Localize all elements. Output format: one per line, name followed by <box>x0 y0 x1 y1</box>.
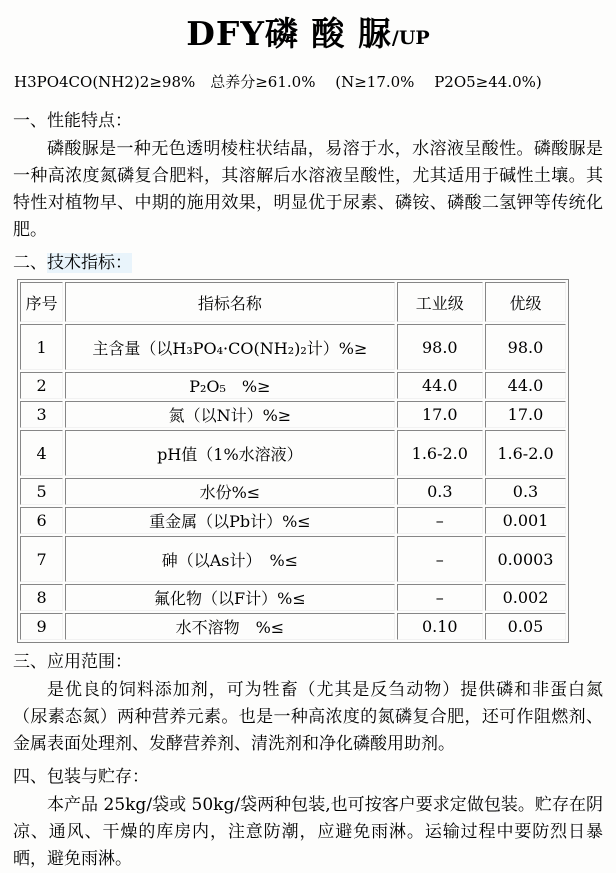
table-row <box>20 324 566 370</box>
industrial-grade-value: 44.0 <box>397 372 483 399</box>
table-row <box>20 430 566 476</box>
table-row <box>20 613 566 640</box>
premium-grade-value: 0.002 <box>485 584 566 611</box>
table-row <box>20 507 566 534</box>
indicator-name: 氮（以N计）%≥ <box>65 401 394 428</box>
row-index: 5 <box>20 478 63 505</box>
premium-grade-value: 1.6-2.0 <box>485 430 566 476</box>
row-index: 7 <box>20 536 63 582</box>
table-row <box>20 372 566 399</box>
table-row <box>20 536 566 582</box>
premium-grade-value: 0.3 <box>485 478 566 505</box>
row-index: 2 <box>20 372 63 399</box>
section-heading-tech-label: 技术指标： <box>47 253 132 273</box>
indicator-name: P₂O₅ %≥ <box>65 372 394 399</box>
page-title-main: DFY磷 酸 脲 <box>186 14 392 53</box>
section-heading-application: 三、应用范围： <box>13 652 132 672</box>
row-index: 4 <box>20 430 63 476</box>
premium-grade-value: 0.0003 <box>485 536 566 582</box>
premium-grade-value: 17.0 <box>485 401 566 428</box>
application-paragraph: 是优良的饲料添加剂，可为牲畜（尤其是反刍动物）提供磷和非蛋白氮（尿素态氮）两种营养元素。也是一种高浓度的氮磷复合肥，还可作阻燃剂、金属表面处理剂、发酵营养剂、清洗剂和净化磷酸用助剂。 <box>13 680 603 754</box>
industrial-grade-value: – <box>397 584 483 611</box>
industrial-grade-value: 1.6-2.0 <box>397 430 483 476</box>
product-formula: H3PO4CO(NH2)2≥98% 总养分≥61.0% (N≥17.0% P2O5≥44.0%) <box>14 73 542 91</box>
indicator-name: pH值（1%水溶液） <box>65 430 394 476</box>
page-title-suffix: /UP <box>391 27 430 49</box>
page-title <box>13 8 603 55</box>
indicator-name: 氟化物（以F计）%≤ <box>65 584 394 611</box>
premium-grade-value: 0.05 <box>485 613 566 640</box>
section-heading-performance: 一、性能特点： <box>13 111 132 131</box>
industrial-grade-value: 17.0 <box>397 401 483 428</box>
row-index: 3 <box>20 401 63 428</box>
section-heading-tech <box>13 251 603 275</box>
row-index: 9 <box>20 613 63 640</box>
col-header-industrial-grade: 工业级 <box>397 282 483 322</box>
table-row <box>20 584 566 611</box>
premium-grade-value: 98.0 <box>485 324 566 370</box>
industrial-grade-value: 98.0 <box>397 324 483 370</box>
industrial-grade-value: – <box>397 536 483 582</box>
indicator-name: 重金属（以Pb计）%≤ <box>65 507 394 534</box>
col-header-indicator-name: 指标名称 <box>65 282 394 322</box>
indicator-name: 砷（以As计） %≤ <box>65 536 394 582</box>
section-heading-packaging: 四、包装与贮存： <box>13 767 149 787</box>
row-index: 8 <box>20 584 63 611</box>
spec-table <box>17 279 569 643</box>
premium-grade-value: 0.001 <box>485 507 566 534</box>
industrial-grade-value: 0.3 <box>397 478 483 505</box>
industrial-grade-value: – <box>397 507 483 534</box>
performance-paragraph: 磷酸脲是一种无色透明棱柱状结晶，易溶于水，水溶液呈酸性。磷酸脲是一种高浓度氮磷复合肥料，其溶解后水溶液呈酸性，尤其适用于碱性土壤。其特性对植物早、中期的施用效果，明显优于尿素、磷铵、磷酸二氢钾等传统化肥。 <box>13 139 603 240</box>
table-header-row <box>20 282 566 322</box>
col-header-premium-grade: 优级 <box>485 282 566 322</box>
table-row <box>20 401 566 428</box>
section-heading-tech-prefix: 二、 <box>13 253 47 273</box>
indicator-name: 主含量（以H₃PO₄·CO(NH₂)₂计）%≥ <box>65 324 394 370</box>
row-index: 6 <box>20 507 63 534</box>
indicator-name: 水不溶物 %≤ <box>65 613 394 640</box>
col-header-index: 序号 <box>20 282 63 322</box>
row-index: 1 <box>20 324 63 370</box>
premium-grade-value: 44.0 <box>485 372 566 399</box>
indicator-name: 水份%≤ <box>65 478 394 505</box>
industrial-grade-value: 0.10 <box>397 613 483 640</box>
table-row <box>20 478 566 505</box>
packaging-paragraph: 本产品 25kg/袋或 50kg/袋两种包装,也可按客户要求定做包装。贮存在阴凉、通风、干燥的库房内，注意防潮，应避免雨淋。运输过程中要防烈日暴晒，避免雨淋。 <box>13 795 603 869</box>
